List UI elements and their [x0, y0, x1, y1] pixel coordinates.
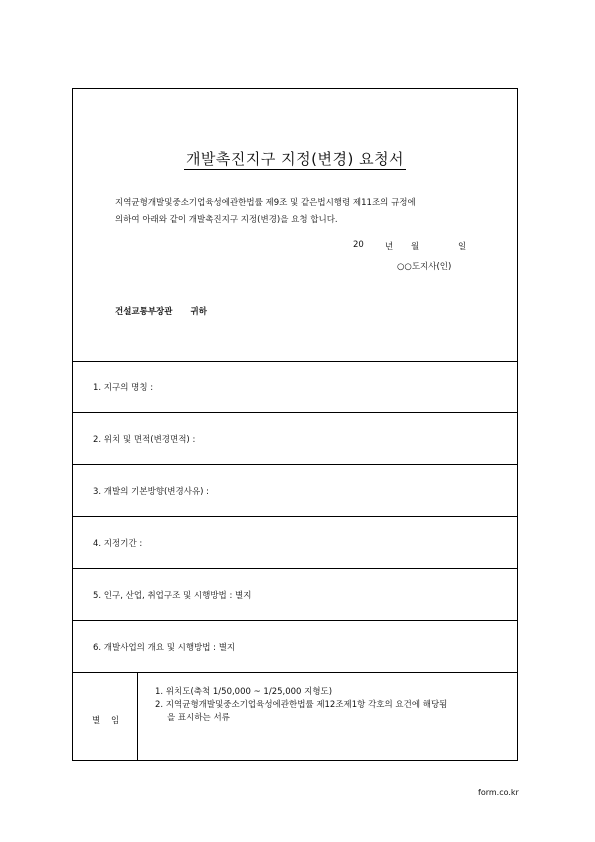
- attachments-section: [73, 673, 517, 760]
- field-row-direction: [73, 465, 517, 517]
- footer-source: form.co.kr: [478, 788, 519, 797]
- field-row-period: [73, 517, 517, 569]
- attachment-item-1: 1. 위치도(축척 1/50,000 ~ 1/25,000 지형도): [155, 687, 333, 697]
- attachment-item-2: 2. 지역균형개발및중소기업육성에관한법률 제12조제1항 각호의 요건에 해당됨: [155, 700, 448, 710]
- form-header: [73, 89, 517, 362]
- attachments-list: [155, 686, 447, 725]
- field-label: 4. 지정기간 :: [93, 539, 143, 549]
- signer: ○○도지사(인): [397, 262, 452, 272]
- intro-line-1: 지역균형개발및중소기업육성에관한법률 제9조 및 같은법시행령 제11조의 규정에: [115, 198, 416, 208]
- field-row-population: [73, 569, 517, 621]
- attachment-item-2-cont: 을 표시하는 서류: [167, 713, 230, 723]
- form-title: 개발촉진지구 지정(변경) 요청서: [185, 150, 405, 168]
- attachments-label: 별 임: [73, 673, 138, 760]
- intro-text: [115, 195, 495, 229]
- date-year: 년: [385, 242, 394, 252]
- date-month: 월: [411, 242, 420, 252]
- field-label: 2. 위치 및 면적(변경면적) :: [93, 435, 196, 445]
- field-row-district-name: [73, 361, 517, 413]
- addressee: 건설교통부장관 귀하: [115, 307, 207, 317]
- field-label: 1. 지구의 명칭 :: [93, 383, 154, 393]
- intro-line-2: 의하여 아래와 같이 개발촉진지구 지정(변경)을 요청 합니다.: [115, 215, 338, 225]
- field-label: 6. 개발사업의 개요 및 시행방법 : 별지: [93, 643, 236, 653]
- date-prefix: 20: [353, 240, 364, 250]
- field-row-project-outline: [73, 621, 517, 673]
- date-day: 일: [458, 242, 467, 252]
- field-label: 3. 개발의 기본방향(변경사유) :: [93, 487, 210, 497]
- field-label: 5. 인구, 산업, 취업구조 및 시행방법 : 별지: [93, 591, 252, 601]
- field-row-location-area: [73, 413, 517, 465]
- application-form: [72, 88, 518, 761]
